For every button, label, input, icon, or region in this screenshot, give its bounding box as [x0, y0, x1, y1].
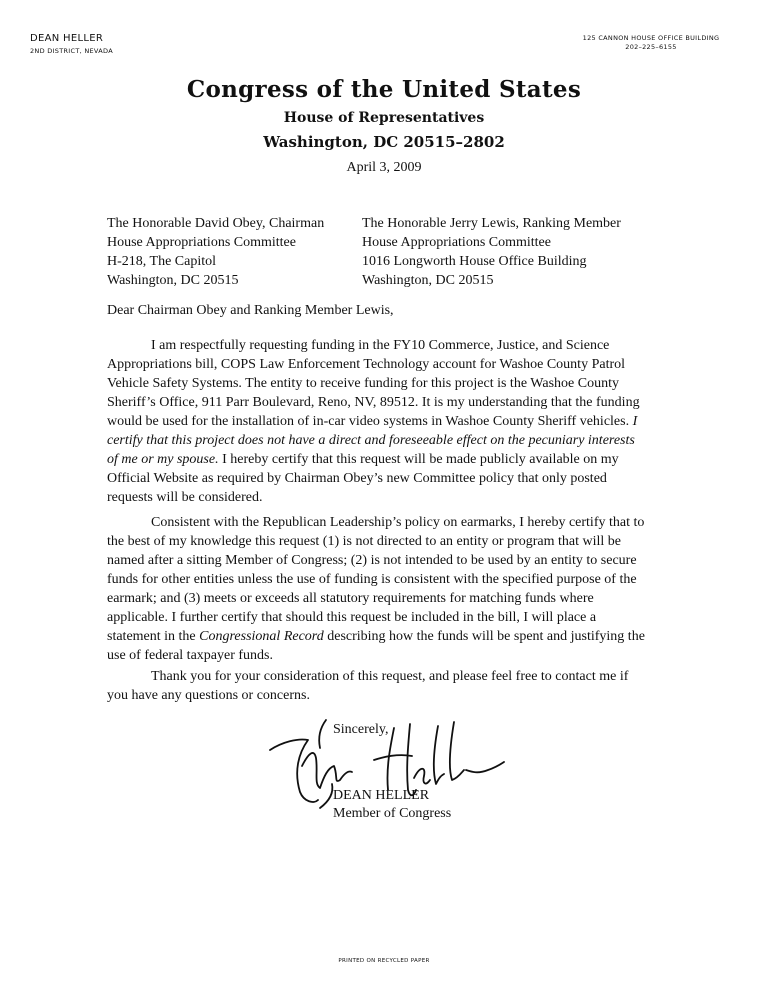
paragraph-text: I hereby certify that this request will be made publicly available on my Official Website as required by Chairman Obey’s new Committee policy that only posted requests will be considered.	[107, 452, 619, 505]
address-line: The Honorable Jerry Lewis, Ranking Member	[362, 216, 621, 231]
paragraph-text: Consistent with the Republican Leadership’s policy on earmarks, I hereby certify that to the best of my knowledge this request (1) is not directed to an entity or program that will be named after a sitting Member of Congress; (2) is not intended to be used by an entity to secure funds for other entities unless the use of funding is consistent with the specified purpose of the earmark; and (3) meets or exceeds all statutory requirements for matching funds where applicable. I further certify that should this request be included in the bill, I will place a statement in the	[107, 515, 645, 644]
paragraph-earmark-policy	[107, 513, 647, 665]
paragraph-thanks: Thank you for your consideration of this request, and please feel free to contact me if you have any questions or concerns.	[107, 669, 629, 703]
certification-italic: I certify that this project does not have a direct and foreseeable effect on the pecuniary interests of me or my spouse.	[107, 414, 638, 467]
address-line: House Appropriations Committee	[107, 235, 296, 250]
recipient-address-lewis	[362, 214, 621, 290]
member-name: DEAN HELLER	[30, 33, 104, 44]
member-header	[30, 32, 113, 58]
letter-date: April 3, 2009	[346, 160, 422, 175]
signer-name: DEAN HELLER	[333, 788, 430, 803]
member-district: 2ND DISTRICT, NEVADA	[30, 47, 113, 55]
address-line: 1016 Longworth House Office Building	[362, 254, 587, 269]
signer-title: Member of Congress	[333, 806, 452, 821]
office-phone: 202–225–6155	[625, 43, 677, 51]
office-address: 125 CANNON HOUSE OFFICE BUILDING	[582, 34, 720, 42]
address-line: House Appropriations Committee	[362, 235, 551, 250]
closing: Sincerely,	[333, 722, 389, 737]
paragraph-text: I am respectfully requesting funding in the FY10 Commerce, Justice, and Science Appropriations bill, COPS Law Enforcement Technology account for Washoe County Patrol Vehicle Safety Systems. The entity to receive funding for this project is the Washoe County Sheriff’s Office, 911 Parr Boulevard, Reno, NV, 89512. It is my understanding that the funding would be used for the installation of in-car video systems in Washoe County Sheriff vehicles.	[107, 338, 640, 429]
salutation: Dear Chairman Obey and Ranking Member Lewis,	[107, 303, 394, 318]
paragraph-text: describing how the funds will be spent and justifying the use of federal taxpayer funds.	[107, 629, 645, 663]
paragraph-request	[107, 336, 647, 507]
recipient-address-obey	[107, 214, 324, 290]
address-line: The Honorable David Obey, Chairman	[107, 216, 325, 231]
address-line: Washington, DC 20515	[107, 273, 239, 288]
letterhead-congress: Congress of the United States	[186, 76, 582, 103]
letterhead-house: House of Representatives	[283, 110, 485, 126]
address-line: H-218, The Capitol	[107, 254, 217, 269]
address-line: Washington, DC 20515	[362, 273, 494, 288]
letterhead-address: Washington, DC 20515–2802	[263, 133, 505, 151]
office-header	[576, 34, 726, 52]
recycled-paper-footer: PRINTED ON RECYCLED PAPER	[338, 958, 430, 964]
congressional-record-italic: Congressional Record	[199, 629, 324, 644]
